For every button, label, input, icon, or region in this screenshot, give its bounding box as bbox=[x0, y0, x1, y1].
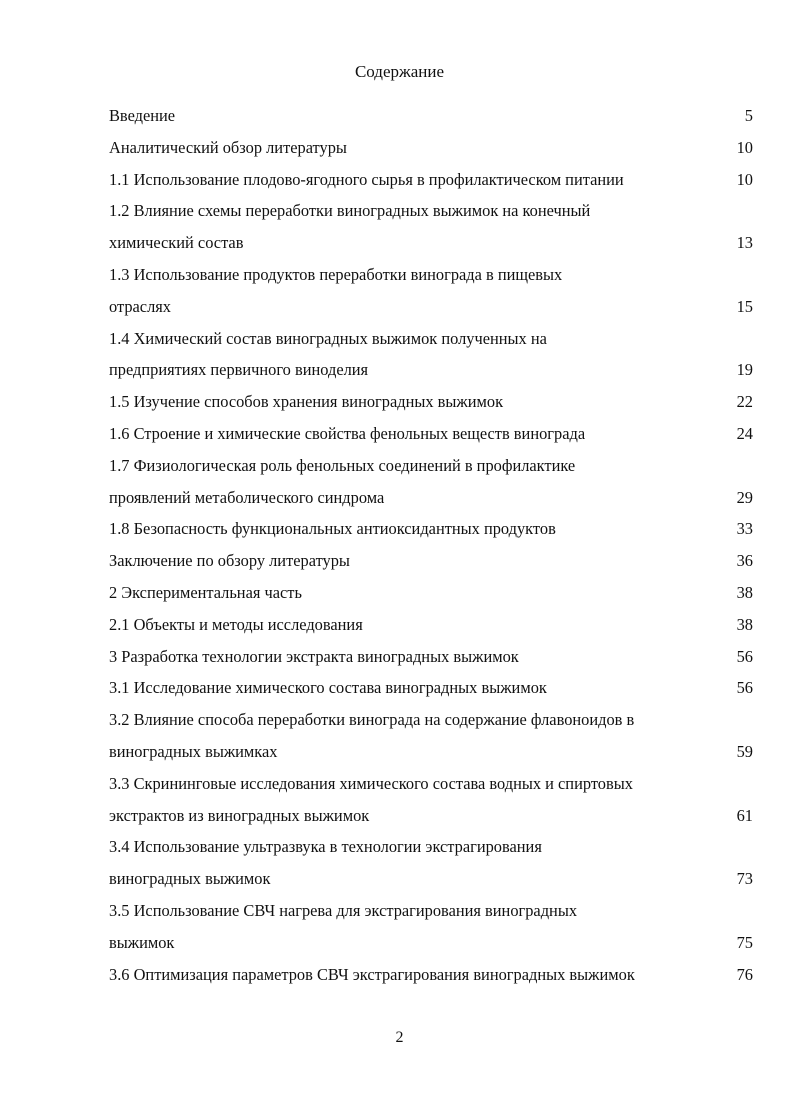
toc-entry-text: виноградных выжимок bbox=[109, 869, 271, 889]
toc-entry-page: 73 bbox=[736, 869, 753, 889]
toc-entry-text: 3.1 Исследование химического состава виноградных выжимок bbox=[109, 678, 547, 698]
toc-entry bbox=[109, 545, 753, 577]
toc-entry bbox=[109, 577, 753, 609]
table-of-contents bbox=[109, 100, 753, 990]
toc-entry bbox=[109, 959, 753, 991]
toc-entry-text: 2.1 Объекты и методы исследования bbox=[109, 614, 363, 634]
toc-entry-text: 3.6 Оптимизация параметров СВЧ экстрагирования виноградных выжимок bbox=[109, 964, 635, 984]
toc-entry-text: химический состав bbox=[109, 233, 244, 253]
toc-entry-text: Введение bbox=[109, 106, 176, 125]
toc-entry-page: 38 bbox=[736, 614, 753, 634]
toc-entry-page: 75 bbox=[736, 932, 753, 952]
toc-entry-text: виноградных выжимках bbox=[109, 741, 278, 761]
toc-entry-page: 29 bbox=[736, 487, 753, 507]
toc-entry bbox=[109, 672, 753, 704]
toc-entry-text: 3.4 Использование ультразвука в технологии экстрагирования bbox=[109, 837, 542, 857]
toc-entry bbox=[109, 100, 753, 132]
toc-entry-text: 1.5 Изучение способов хранения виноградных выжимок bbox=[109, 392, 504, 412]
toc-entry-text: 3.5 Использование СВЧ нагрева для экстрагирования виноградных bbox=[109, 900, 578, 920]
toc-entry bbox=[109, 323, 753, 387]
toc-entry bbox=[109, 831, 753, 895]
toc-entry-page: 56 bbox=[736, 678, 753, 698]
toc-entry-page: 76 bbox=[736, 964, 753, 984]
toc-entry bbox=[109, 164, 753, 196]
toc-entry-text: экстрактов из виноградных выжимок bbox=[109, 805, 370, 825]
toc-entry-page: 22 bbox=[736, 392, 753, 412]
toc-entry-page: 56 bbox=[736, 646, 753, 666]
toc-entry bbox=[109, 641, 753, 673]
toc-entry-page: 36 bbox=[736, 551, 753, 571]
toc-entry-text: 1.8 Безопасность функциональных антиоксидантных продуктов bbox=[109, 519, 556, 539]
toc-entry bbox=[109, 386, 753, 418]
toc-entry-text: 1.6 Строение и химические свойства фенольных веществ винограда bbox=[109, 423, 586, 443]
toc-entry-text: отраслях bbox=[109, 296, 172, 316]
page-number: 2 bbox=[395, 1029, 404, 1046]
toc-entry-text: 2 Экспериментальная часть bbox=[109, 582, 302, 602]
toc-entry-text: предприятиях первичного виноделия bbox=[109, 360, 369, 380]
toc-entry bbox=[109, 259, 753, 323]
toc-entry-text: 1.7 Физиологическая роль фенольных соединений в профилактике bbox=[109, 455, 576, 475]
toc-entry-text: 3.2 Влияние способа переработки винограда на содержание флавоноидов в bbox=[109, 710, 635, 730]
toc-entry bbox=[109, 195, 753, 259]
page-title: Содержание bbox=[354, 62, 445, 81]
toc-entry-text: Заключение по обзору литературы bbox=[109, 551, 350, 571]
toc-entry-page: 59 bbox=[736, 741, 753, 761]
toc-entry-page: 38 bbox=[736, 582, 753, 602]
toc-entry-page: 5 bbox=[744, 106, 753, 125]
toc-entry-page: 10 bbox=[736, 169, 753, 189]
toc-entry-text: 3.3 Скрининговые исследования химического состава водных и спиртовых bbox=[109, 773, 633, 793]
toc-entry-page: 24 bbox=[736, 423, 753, 443]
toc-entry-text: Аналитический обзор литературы bbox=[109, 137, 347, 157]
toc-entry-page: 10 bbox=[736, 137, 753, 157]
toc-entry-text: выжимок bbox=[109, 932, 175, 952]
toc-entry bbox=[109, 418, 753, 450]
toc-entry-page: 13 bbox=[736, 233, 753, 253]
toc-entry bbox=[109, 768, 753, 832]
toc-entry bbox=[109, 704, 753, 768]
toc-entry bbox=[109, 895, 753, 959]
toc-entry-page: 15 bbox=[736, 296, 753, 316]
toc-entry-text: 1.3 Использование продуктов переработки винограда в пищевых bbox=[109, 264, 563, 284]
toc-entry-page: 33 bbox=[736, 519, 753, 539]
toc-entry bbox=[109, 609, 753, 641]
toc-entry-text: 1.4 Химический состав виноградных выжимок полученных на bbox=[109, 328, 547, 348]
toc-entry-text: проявлений метаболического синдрома bbox=[109, 487, 385, 507]
toc-entry bbox=[109, 513, 753, 545]
toc-entry bbox=[109, 132, 753, 164]
toc-entry-text: 3 Разработка технологии экстракта виноградных выжимок bbox=[109, 646, 519, 666]
toc-entry-page: 61 bbox=[736, 805, 753, 825]
toc-entry-text: 1.1 Использование плодово-ягодного сырья в профилактическом питании bbox=[109, 169, 624, 189]
toc-entry-page: 19 bbox=[736, 360, 753, 380]
toc-entry bbox=[109, 450, 753, 514]
toc-entry-text: 1.2 Влияние схемы переработки виноградных выжимок на конечный bbox=[109, 201, 591, 221]
